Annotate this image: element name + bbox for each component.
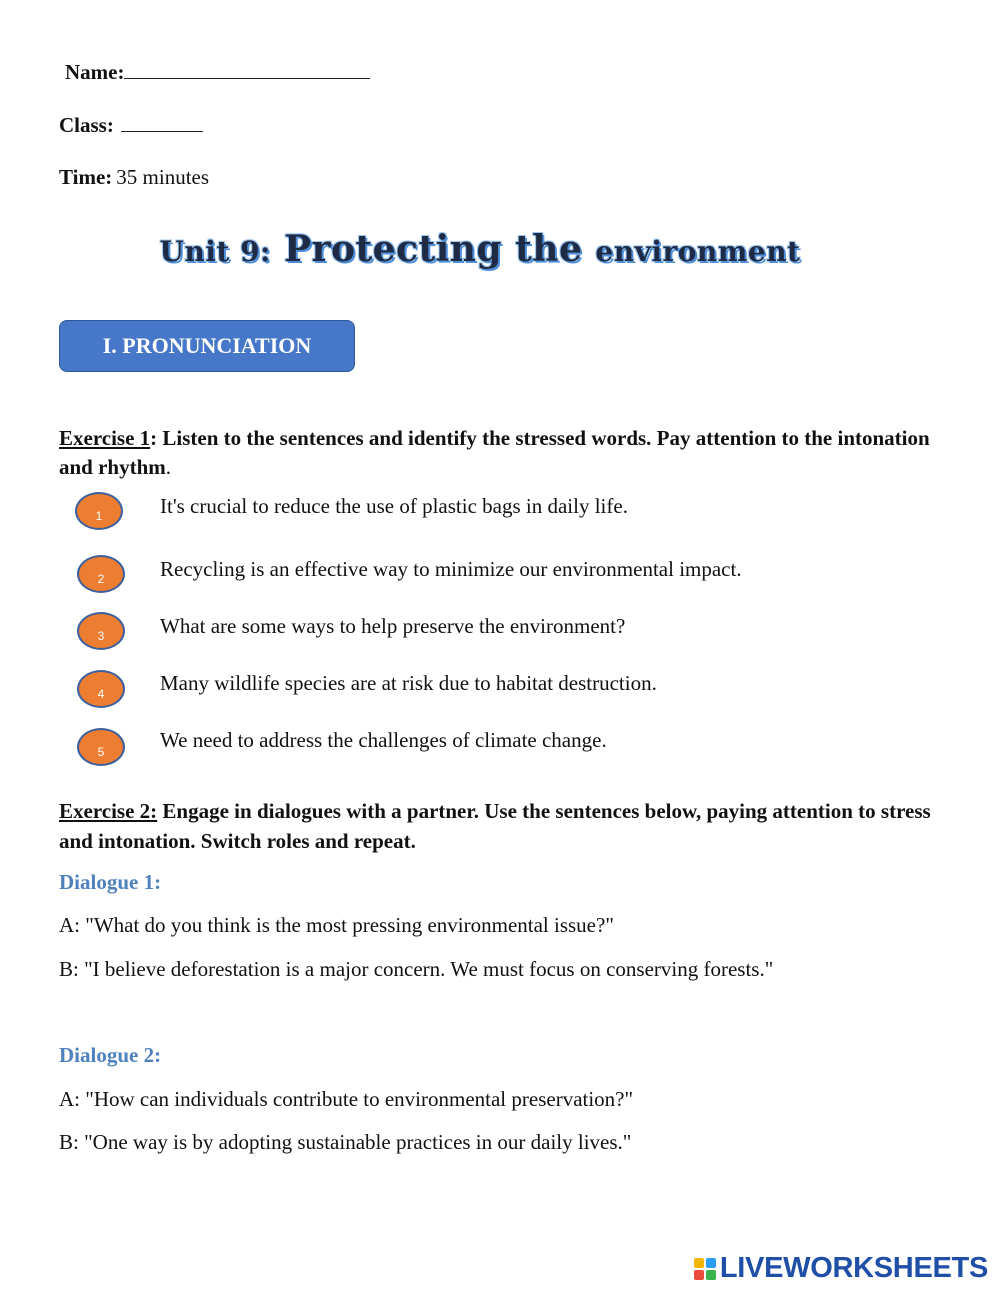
dialogue-line: A: "What do you think is the most pressing environmental issue?" [59,913,614,937]
section-label: I. PRONUNCIATION [102,333,312,358]
exercise1-instruction: : Listen to the sentences and identify the stressed words. Pay attention to the intonation and rhythm [59,426,930,479]
name-blank-line[interactable] [124,60,370,79]
item-number: 1 [95,509,103,523]
item-number: 2 [97,572,105,586]
title-suffix: environment [595,235,801,268]
class-blank-line[interactable] [121,113,203,132]
logo-square [706,1258,716,1268]
item-number-badge [77,728,125,766]
exercise1-sentence: It's crucial to reduce the use of plastic bags in daily life. [160,494,628,518]
liveworksheets-logo [694,1252,988,1285]
exercise1-heading [59,424,939,482]
exercise1-sentence: Many wildlife species are at risk due to habitat destruction. [160,671,657,695]
title-main: Protecting the [283,228,596,270]
dialogue-line: A: "How can individuals contribute to environmental preservation?" [59,1087,634,1111]
time-value: 35 minutes [116,165,210,189]
dialogue-line: B: "One way is by adopting sustainable practices in our daily lives." [59,1130,632,1154]
time-field [59,165,209,190]
class-field [59,113,203,138]
name-field [65,60,370,85]
dialogue-line: B: "I believe deforestation is a major concern. We must focus on conserving forests." [59,957,774,981]
dialogue2-title: Dialogue 2: [59,1043,162,1067]
logo-square [706,1270,716,1280]
dialogue1-title: Dialogue 1: [59,870,162,894]
exercise1-sentence: What are some ways to help preserve the environment? [160,614,626,638]
title-prefix: Unit 9: [159,235,271,268]
exercise2-label: Exercise 2: [59,799,158,823]
exercise2-heading [59,796,939,856]
time-label: Time: [59,165,113,189]
item-number: 4 [97,687,105,701]
brand-name: LIVEWORKSHEETS [719,1252,988,1284]
item-number: 3 [97,629,105,643]
logo-square [694,1270,704,1280]
exercise1-sentence: Recycling is an effective way to minimize our environmental impact. [160,557,742,581]
item-number-badge [77,670,125,708]
logo-icon [694,1258,716,1280]
exercise2-instruction: Engage in dialogues with a partner. Use the sentences below, paying attention to stress and intonation. Switch roles and repeat. [59,799,931,853]
logo-square [694,1258,704,1268]
item-number-badge [77,555,125,593]
exercise1-label: Exercise 1 [59,426,151,450]
class-label: Class: [59,113,114,137]
item-number: 5 [97,745,105,759]
exercise1-sentence: We need to address the challenges of climate change. [160,728,607,752]
item-number-badge [75,492,123,530]
section-pronunciation-banner [59,320,355,372]
page-title [0,228,960,270]
exercise1-period: . [165,455,172,479]
name-label: Name: [65,60,125,84]
item-number-badge [77,612,125,650]
